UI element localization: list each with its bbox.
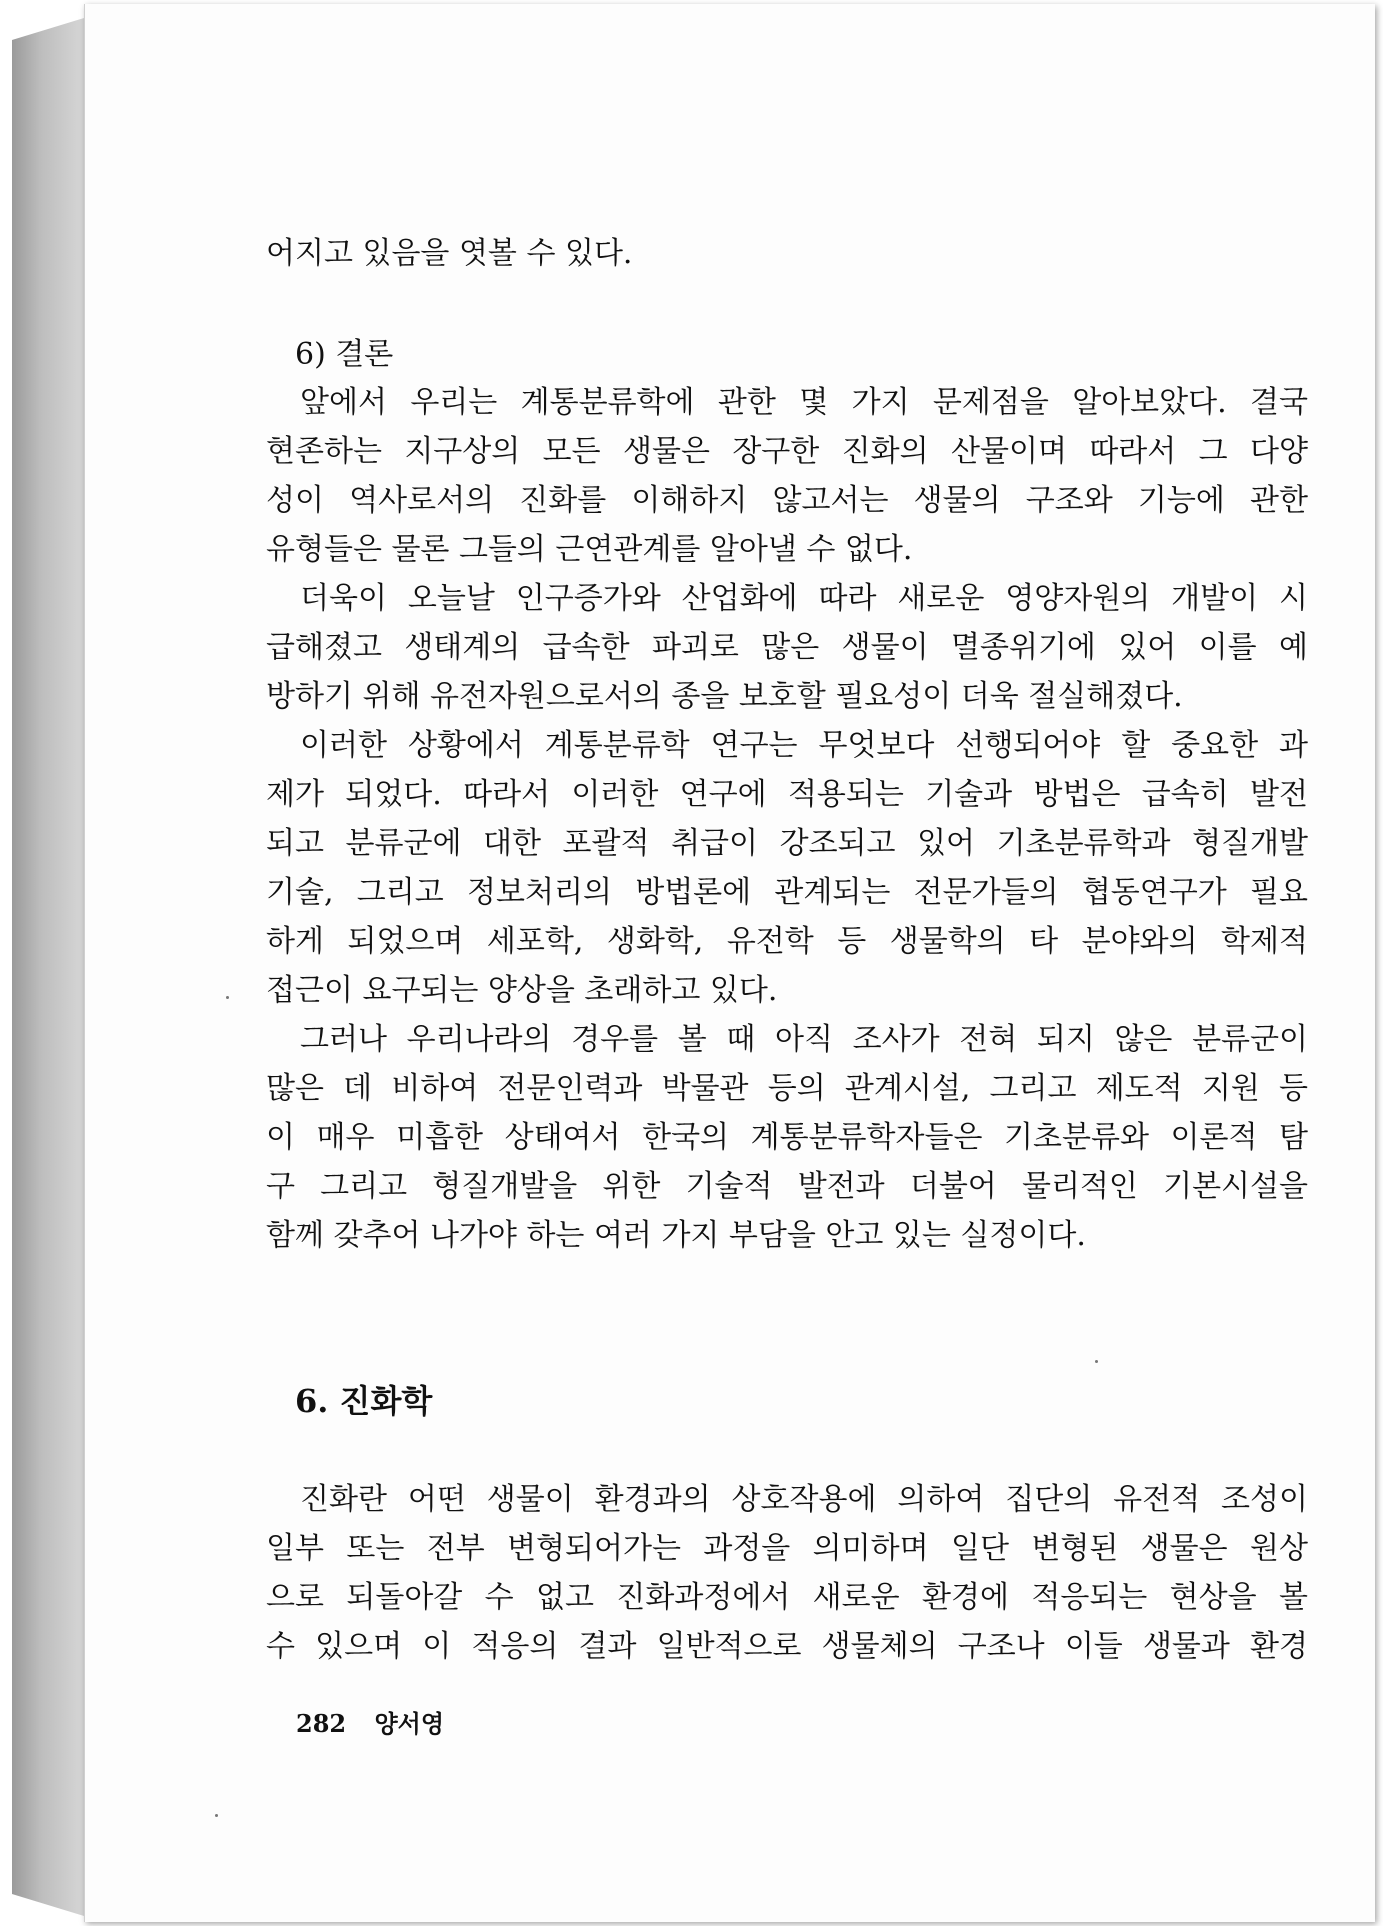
paragraph-line: 이 매우 미흡한 상태여서 한국의 계통분류학자들은 기초분류와 이론적 탐 — [266, 1120, 1308, 1155]
paragraph-3 — [266, 721, 1308, 1015]
conclusion-heading: 6) 결론 — [295, 337, 394, 372]
book-page — [84, 4, 1375, 1922]
evolution-paragraph — [266, 1475, 1308, 1671]
paragraph-line: 현존하는 지구상의 모든 생물은 장구한 진화의 산물이며 따라서 그 다양 — [266, 434, 1308, 469]
paragraph-line: 이러한 상황에서 계통분류학 연구는 무엇보다 선행되어야 할 중요한 과 — [300, 728, 1308, 763]
paragraph-line: 급해졌고 생태계의 급속한 파괴로 많은 생물이 멸종위기에 있어 이를 예 — [266, 630, 1308, 665]
paragraph-line: 방하기 위해 유전자원으로서의 종을 보호할 필요성이 더욱 절실해졌다. — [266, 679, 1183, 714]
author-name: 양서영 — [374, 1709, 445, 1738]
paragraph-line: 앞에서 우리는 계통분류학에 관한 몇 가지 문제점을 알아보았다. 결국 — [300, 385, 1308, 420]
paper-speck — [1095, 1360, 1098, 1363]
paragraph-line: 접근이 요구되는 양상을 초래하고 있다. — [266, 973, 778, 1008]
page-number: 282 — [296, 1709, 347, 1738]
page-footer — [296, 1704, 464, 1739]
paragraph-line: 함께 갖추어 나가야 하는 여러 가지 부담을 안고 있는 실정이다. — [266, 1218, 1086, 1253]
paragraph-line: 되고 분류군에 대한 포괄적 취급이 강조되고 있어 기초분류학과 형질개발 — [266, 826, 1308, 861]
paragraph-2 — [266, 574, 1308, 721]
paragraph-line: 하게 되었으며 세포학, 생화학, 유전학 등 생물학의 타 분야와의 학제적 — [266, 924, 1308, 959]
paragraph-line: 그러나 우리나라의 경우를 볼 때 아직 조사가 전혀 되지 않은 분류군이 — [300, 1022, 1308, 1057]
paper-speck — [226, 996, 229, 999]
paragraph-line: 유형들은 물론 그들의 근연관계를 알아낼 수 없다. — [266, 532, 913, 567]
paragraph-line: 수 있으며 이 적응의 결과 일반적으로 생물체의 구조나 이들 생물과 환경 — [266, 1629, 1308, 1664]
paragraph-line: 성이 역사로서의 진화를 이해하지 않고서는 생물의 구조와 기능에 관한 — [266, 483, 1308, 518]
paragraph-1 — [266, 378, 1308, 574]
intro-text — [266, 229, 1308, 278]
intro-line: 어지고 있음을 엿볼 수 있다. — [266, 236, 633, 271]
paragraph-4 — [266, 1015, 1308, 1260]
section-heading: 6. 진화학 — [295, 1382, 433, 1420]
paragraph-line: 구 그리고 형질개발을 위한 기술적 발전과 더불어 물리적인 기본시설을 — [266, 1169, 1308, 1204]
book-spine — [12, 18, 84, 1916]
paragraph-line: 으로 되돌아갈 수 없고 진화과정에서 새로운 환경에 적응되는 현상을 볼 — [266, 1580, 1308, 1615]
paper-speck — [215, 1814, 218, 1817]
paragraph-line: 많은 데 비하여 전문인력과 박물관 등의 관계시설, 그리고 제도적 지원 등 — [266, 1071, 1308, 1106]
paragraph-line: 진화란 어떤 생물이 환경과의 상호작용에 의하여 집단의 유전적 조성이 — [300, 1482, 1308, 1517]
paragraph-line: 제가 되었다. 따라서 이러한 연구에 적용되는 기술과 방법은 급속히 발전 — [266, 777, 1308, 812]
paragraph-line: 기술, 그리고 정보처리의 방법론에 관계되는 전문가들의 협동연구가 필요 — [266, 875, 1308, 910]
paragraph-line: 일부 또는 전부 변형되어가는 과정을 의미하며 일단 변형된 생물은 원상 — [266, 1531, 1308, 1566]
paragraph-line: 더욱이 오늘날 인구증가와 산업화에 따라 새로운 영양자원의 개발이 시 — [300, 581, 1308, 616]
